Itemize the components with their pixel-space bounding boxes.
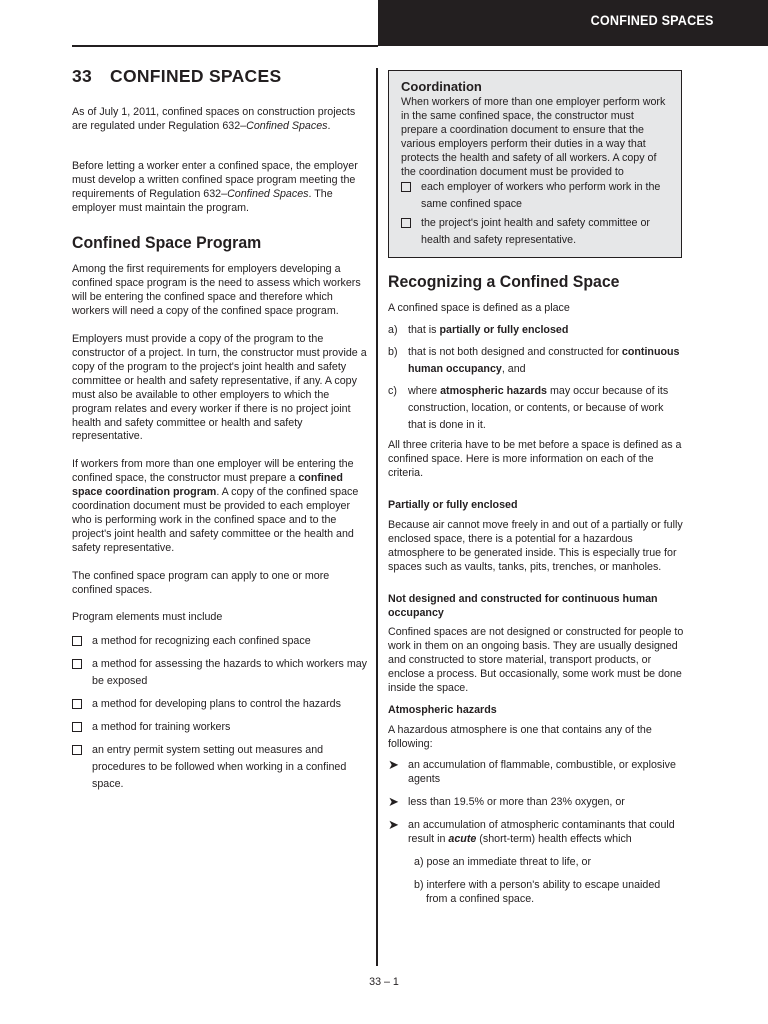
program-paragraph-1: Among the first requirements for employers developing a confined space program is the need to assess which workers will be entering the confined space and therefore which workers will need a copy of the confined space program. [72, 263, 361, 318]
recognizing-heading: Recognizing a Confined Space [388, 273, 620, 292]
arrow-bullet-icon: ➤ [388, 816, 399, 832]
checkbox-icon [401, 218, 411, 228]
checkbox-icon [72, 659, 82, 669]
enclosed-body: Because air cannot move freely in and out of a partially or fully enclosed space, there is a potential for a hazardous atmosphere to be generated inside. This is especially true for spaces such as vaults, tanks, pits, trenches, or manholes. [388, 518, 683, 573]
enclosed-heading: Partially or fully enclosed [388, 499, 518, 512]
coordination-body: When workers of more than one employer perform work in the same confined space, the constructor must prepare a coordination document to ensure that the various employers perform their duties in a way that protects the health and safety of all workers. A copy of the coordination document must be provided to [401, 96, 666, 178]
arrow-bullet-icon: ➤ [388, 793, 399, 809]
program-elements-list [72, 633, 368, 793]
chapter-title-text: CONFINED SPACES [110, 66, 282, 86]
column-divider [376, 68, 378, 966]
elements-intro: Program elements must include [72, 611, 223, 624]
list-item: a method for recognizing each confined space [72, 633, 368, 650]
list-item: a method for developing plans to control the hazards [72, 696, 368, 713]
header-bar [378, 0, 768, 46]
program-heading: Confined Space Program [72, 234, 262, 253]
list-item: ➤ an accumulation of flammable, combustible, or explosive agents [388, 756, 676, 785]
list-item: a method for training workers [72, 719, 368, 736]
list-item: a method for assessing the hazards to which workers may be exposed [72, 656, 368, 690]
list-item: ➤ an accumulation of atmospheric contaminants that could result in acute (short-term) health effects which [388, 816, 675, 845]
arrow-bullet-icon: ➤ [388, 756, 399, 772]
atmospheric-list [388, 758, 684, 846]
list-item: each employer of workers who perform work in the same confined space [401, 179, 669, 213]
program-paragraph-3: If workers from more than one employer will be entering the confined space, the constructor must prepare a confined space coordination program. A copy of the confined space coordination document must be provided to each employer who is performing work in the confined space and to the project's joint health and safety committee or the health and safety representative. [72, 458, 359, 554]
intro-paragraph-1: As of July 1, 2011, confined spaces on construction projects are regulated under Regulation 632–Confined Spaces. [72, 106, 356, 132]
criteria-summary: All three criteria have to be met before a space is defined as a confined space. Here is more information on each of the criteria. [388, 439, 682, 480]
right-column [388, 70, 684, 915]
list-item: c) where atmospheric hazards may occur because of its construction, location, or contents, or because of work that is done in it. [388, 385, 669, 432]
coordination-box [388, 70, 682, 258]
list-item: b) that is not both designed and constructed for continuous human occupancy, and [388, 346, 680, 376]
list-item: an entry permit system setting out measures and procedures to be followed when working in a confined space. [72, 742, 368, 793]
checkbox-icon [72, 699, 82, 709]
list-item: b) interfere with a person's ability to escape unaided from a confined space. [414, 878, 661, 905]
recognizing-intro: A confined space is defined as a place [388, 302, 570, 315]
page-number: 33 – 1 [369, 976, 399, 988]
program-paragraph-2: Employers must provide a copy of the program to the constructor of a project. In turn, the constructor must provide a copy of the program to the project's joint health and safety committee or health and safety representative, if any. A copy must also be available to other employers to which the program relates and every worker if there is no project joint health and safety committee or health and safety representative. [72, 333, 367, 443]
atmospheric-intro: A hazardous atmosphere is one that contains any of the following: [388, 723, 652, 750]
checkbox-icon [72, 636, 82, 646]
checkbox-icon [401, 182, 411, 192]
intro-paragraph-2: Before letting a worker enter a confined space, the employer must develop a written confined space program meeting the requirements of Regulation 632–Confined Spaces. The employer must maintain the program. [72, 159, 358, 214]
coordination-list [401, 179, 669, 249]
occupancy-body: Confined spaces are not designed or constructed for people to work in them on an ongoing basis. They are usually designed and constructed to store material, transport products, or enclose a process. But occasionally, some work must be done inside the space. [388, 626, 684, 695]
top-rule [72, 45, 378, 47]
list-item: the project's joint health and safety committee or health and safety representative. [401, 215, 669, 249]
list-item: ➤ less than 19.5% or more than 23% oxygen, or [388, 793, 625, 809]
health-effects-sublist [414, 855, 684, 906]
criteria-list [388, 322, 684, 434]
atmospheric-heading: Atmospheric hazards [388, 703, 497, 716]
chapter-title [72, 64, 368, 88]
left-column [72, 64, 368, 799]
occupancy-heading: Not designed and constructed for continuous human occupancy [388, 592, 658, 619]
list-item: a) that is partially or fully enclosed [388, 324, 569, 337]
coordination-title: Coordination [401, 79, 482, 94]
chapter-number: 33 [72, 66, 93, 86]
program-paragraph-4: The confined space program can apply to one or more confined spaces. [72, 569, 330, 596]
checkbox-icon [72, 722, 82, 732]
header-title: CONFINED SPACES [591, 12, 714, 28]
list-item: a) pose an immediate threat to life, or [414, 855, 592, 868]
checkbox-icon [72, 745, 82, 755]
